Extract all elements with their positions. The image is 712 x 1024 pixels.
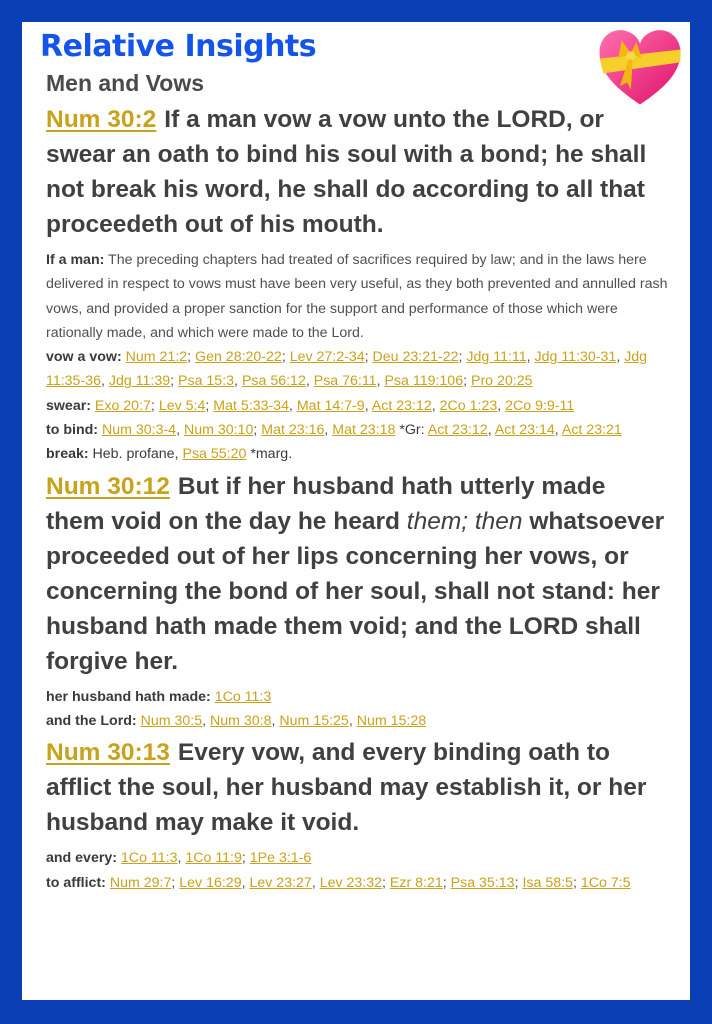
note-to-afflict xyxy=(46,871,668,895)
reference-link[interactable]: Num 15:25 xyxy=(279,712,349,729)
reference-link[interactable]: 2Co 1:23 xyxy=(439,397,498,414)
reference-list: 1Co 11:3, 1Co 11:9; 1Pe 3:1-6 xyxy=(120,850,312,867)
note-if-a-man xyxy=(46,248,668,345)
note-and-every xyxy=(46,846,668,870)
reference-link[interactable]: Psa 119:106 xyxy=(384,373,464,390)
reference-link[interactable]: Mat 23:16 xyxy=(261,422,325,439)
verse-text: Every vow, and every binding oath to afflict the soul, her husband may establish it, or her husband may make it void. xyxy=(46,739,647,837)
note-vow-a-vow xyxy=(46,345,668,394)
reference-link[interactable]: Exo 20:7 xyxy=(94,397,151,414)
note-label: to bind: xyxy=(46,422,98,439)
reference-link[interactable]: Jdg 11:39 xyxy=(108,373,171,390)
note-label: and every: xyxy=(46,850,117,867)
reference-link[interactable]: Psa 56:12 xyxy=(241,373,306,390)
note-label: break: xyxy=(46,446,89,463)
verse-text: whatsoever proceeded out of her lips concerning her vows, or concerning the bond of her soul, shall not stand: her husband hath made them void; and the LORD shall forgive her. xyxy=(46,507,665,675)
verse-reference-link[interactable]: Num 30:13 xyxy=(46,739,170,767)
verse-num-30-13 xyxy=(46,735,668,840)
note-and-the-lord xyxy=(46,709,668,733)
reference-link[interactable]: Jdg 11:35-36 xyxy=(46,349,648,390)
reference-link[interactable]: Num 30:10 xyxy=(183,422,254,439)
reference-link[interactable]: Lev 27:2-34 xyxy=(289,349,365,366)
note-to-bind xyxy=(46,418,668,442)
reference-list: Num 30:5, Num 30:8, Num 15:25, Num 15:28 xyxy=(140,712,427,729)
note-break xyxy=(46,442,668,466)
verse-text: If a man vow a vow unto the LORD, or swear an oath to bind his soul with a bond; he shall not break his word, he shall do according to all that proceedeth out of his mouth. xyxy=(46,106,647,238)
verse-num-30-12 xyxy=(46,469,668,679)
reference-link[interactable]: Num 15:28 xyxy=(356,712,427,729)
note-text: Heb. profane, xyxy=(92,446,179,463)
note-her-husband xyxy=(46,685,668,709)
reference-list: Num 21:2; Gen 28:20-22; Lev 27:2-34; Deu 23:21-22; Jdg 11:11, Jdg 11:30-31, Jdg 11:35-36, Jdg 11:39; Psa 15:3, Psa 56:12, Psa 76:11, Psa 119:106; Pro 20:25 xyxy=(46,349,648,390)
reference-link[interactable]: Num 30:8 xyxy=(210,712,272,729)
reference-link[interactable]: Num 21:2 xyxy=(125,349,188,366)
note-label: to afflict: xyxy=(46,874,106,891)
reference-link[interactable]: Pro 20:25 xyxy=(470,373,533,390)
verse-num-30-2 xyxy=(46,102,668,242)
note-text: The preceding chapters had treated of sacrifices required by law; and in the laws here delivered in respect to vows must have been very useful, as they both prevented and annulled rash vows, and provided a proper sanction for the support and performance of those which were rationally made, and which were made to the Lord. xyxy=(46,252,668,341)
reference-link[interactable]: 1Co 11:3 xyxy=(120,850,178,867)
section-title: Men and Vows xyxy=(46,70,205,96)
margin-marker: *marg. xyxy=(250,446,293,463)
reference-link[interactable]: 1Co 7:5 xyxy=(580,874,631,891)
reference-link[interactable]: Jdg 11:11 xyxy=(466,349,527,366)
reference-link[interactable]: Act 23:14 xyxy=(494,422,555,439)
note-label: If a man: xyxy=(46,252,105,268)
reference-link[interactable]: Mat 23:18 xyxy=(332,422,396,439)
note-label: her husband hath made: xyxy=(46,688,211,705)
note-label: vow a vow: xyxy=(46,349,122,366)
commentary-num-30-12 xyxy=(46,685,668,734)
reference-link[interactable]: Num 30:5 xyxy=(140,712,203,729)
reference-link[interactable]: Gen 28:20-22 xyxy=(195,349,282,366)
reference-link[interactable]: Psa 35:13 xyxy=(450,874,515,891)
reference-link[interactable]: Act 23:12 xyxy=(427,422,488,439)
reference-link[interactable]: Mat 5:33-34 xyxy=(213,397,289,414)
reference-link[interactable]: Num 29:7 xyxy=(109,874,172,891)
reference-link[interactable]: Lev 16:29 xyxy=(179,874,242,891)
reference-link[interactable]: Psa 76:11 xyxy=(313,373,377,390)
reference-link[interactable]: Num 30:3-4 xyxy=(101,422,177,439)
reference-link[interactable]: Psa 55:20 xyxy=(182,446,247,463)
reference-link[interactable]: Act 23:12 xyxy=(371,397,432,414)
verse-text: But if her husband hath utterly made them void on the day he heard xyxy=(46,472,606,535)
reference-link[interactable]: Lev 23:27 xyxy=(249,874,312,891)
verse-reference-link[interactable]: Num 30:12 xyxy=(46,472,170,500)
reference-list: Exo 20:7; Lev 5:4; Mat 5:33-34, Mat 14:7-9, Act 23:12, 2Co 1:23, 2Co 9:9-11 xyxy=(94,397,575,414)
verse-reference-link[interactable]: Num 30:2 xyxy=(46,106,157,133)
reference-link[interactable]: 1Co 11:9 xyxy=(185,850,242,867)
commentary-num-30-2 xyxy=(46,248,668,467)
reference-link[interactable]: Jdg 11:30-31 xyxy=(534,349,617,366)
reference-link[interactable]: 2Co 9:9-11 xyxy=(505,397,575,414)
reference-link[interactable]: Lev 5:4 xyxy=(158,397,206,414)
reference-list: Num 29:7; Lev 16:29, Lev 23:27, Lev 23:32; Ezr 8:21; Psa 35:13; Isa 58:5; 1Co 7:5 xyxy=(109,874,631,891)
greek-marker: *Gr: xyxy=(399,422,425,439)
verse-text-italic: them; then xyxy=(406,507,523,535)
page-card xyxy=(22,22,690,1000)
note-swear xyxy=(46,394,668,418)
reference-link[interactable]: Act 23:21 xyxy=(561,422,622,439)
heart-with-ribbon-icon xyxy=(594,22,686,110)
note-label: swear: xyxy=(46,397,91,414)
reference-link[interactable]: Ezr 8:21 xyxy=(389,874,443,891)
reference-list: Num 30:3-4, Num 30:10; Mat 23:16, Mat 23:18 xyxy=(101,422,396,439)
reference-link[interactable]: 1Co 11:3 xyxy=(214,688,272,705)
note-label: and the Lord: xyxy=(46,712,137,729)
reference-link[interactable]: Mat 14:7-9 xyxy=(296,397,365,414)
reference-link[interactable]: Lev 23:32 xyxy=(319,874,383,891)
commentary-num-30-13 xyxy=(46,846,668,895)
reference-list: Act 23:12, Act 23:14, Act 23:21 xyxy=(427,422,622,439)
reference-link[interactable]: Isa 58:5 xyxy=(522,874,573,891)
reference-link[interactable]: Psa 15:3 xyxy=(178,373,235,390)
app-title: Relative Insights xyxy=(40,29,317,64)
reference-link[interactable]: 1Pe 3:1-6 xyxy=(249,850,312,867)
reference-link[interactable]: Deu 23:21-22 xyxy=(372,349,459,366)
